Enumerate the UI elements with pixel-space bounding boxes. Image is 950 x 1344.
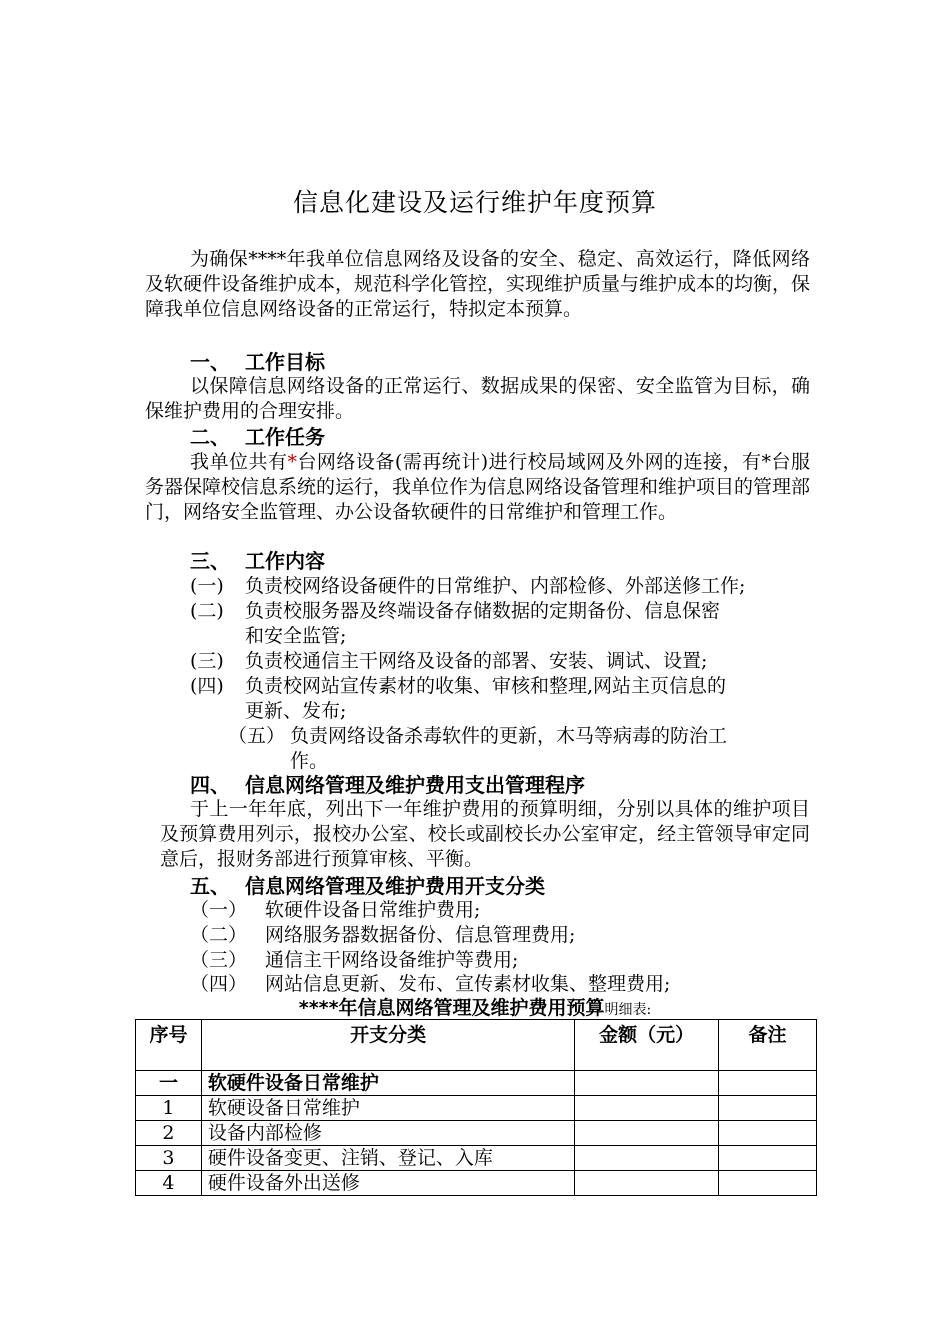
caption-text: ****年信息网络管理及维护费用预算 [298, 997, 605, 1019]
budget-table [135, 1019, 817, 1196]
item-label: （二） [190, 924, 248, 946]
row-amount [575, 1171, 719, 1196]
item-text: 软硬件设备日常维护费用; [265, 899, 481, 921]
item-label: (三) [190, 650, 224, 672]
header-cell: 开支分类 [201, 1020, 574, 1071]
row-item: 设备内部检修 [201, 1121, 574, 1146]
section-number: 五、 [190, 874, 230, 898]
category-item [190, 898, 480, 923]
section-title: 信息网络管理及维护费用开支分类 [245, 874, 545, 898]
header-cell: 金额（元） [575, 1020, 719, 1071]
row-number: 4 [136, 1171, 202, 1196]
document-title: 信息化建设及运行维护年度预算 [292, 188, 657, 217]
item-label: （四） [190, 973, 248, 995]
category-item [190, 972, 670, 997]
row-note [719, 1171, 817, 1196]
row-number: 3 [136, 1146, 202, 1171]
table-row [136, 1171, 817, 1196]
row-note [719, 1146, 817, 1171]
item-text: 网络服务器数据备份、信息管理费用; [265, 924, 576, 946]
row-item: 软硬件设备日常维护 [201, 1071, 574, 1096]
row-number: 2 [136, 1121, 202, 1146]
work-item [190, 649, 707, 674]
item-text: 通信主干网络设备维护等费用; [265, 949, 519, 971]
row-amount [575, 1146, 719, 1171]
item-label: (二) [190, 600, 224, 622]
row-amount [575, 1071, 719, 1096]
row-item: 硬件设备变更、注销、登记、入库 [201, 1146, 574, 1171]
row-amount [575, 1121, 719, 1146]
section-number: 二、 [190, 425, 230, 449]
row-note [719, 1121, 817, 1146]
table-row [136, 1146, 817, 1171]
row-note [719, 1096, 817, 1121]
section-number: 四、 [190, 773, 230, 797]
work-item-continuation: 作。 [290, 750, 329, 772]
section-1-heading [190, 349, 325, 375]
section-2-heading [190, 424, 325, 450]
section-title: 工作目标 [245, 350, 325, 374]
work-item [190, 599, 720, 624]
section-title: 工作任务 [245, 425, 325, 449]
section-title: 工作内容 [245, 549, 325, 573]
section-3-heading [190, 548, 325, 574]
table-row [136, 1071, 817, 1096]
item-label: （五） [228, 725, 286, 747]
section-5-heading [190, 873, 545, 899]
table-header-row [136, 1020, 817, 1071]
item-label: (四) [190, 675, 224, 697]
item-label: （一） [190, 899, 248, 921]
section-title: 信息网络管理及维护费用支出管理程序 [245, 773, 585, 797]
section-4-heading [190, 772, 585, 798]
section-2-body [145, 450, 810, 525]
body-text: 台网络设备(需再统计)进行校局域网及外网的连接，有*台服务器保障校信息系统的运行，我单位作为信息网络设备管理和维护项目的管理部门，网络安全监管理、办公设备软硬件的日常维护和管理工作。 [145, 451, 811, 523]
row-number: 一 [136, 1071, 202, 1096]
section-number: 三、 [190, 549, 230, 573]
work-item [190, 674, 726, 699]
row-note [719, 1071, 817, 1096]
placeholder-star: * [287, 451, 297, 473]
intro-paragraph: 为确保****年我单位信息网络及设备的安全、稳定、高效运行，降低网络及软硬件设备维护成本，规范科学化管控，实现维护质量与维护成本的均衡，保障我单位信息网络设备的正常运行，特拟定本预算。 [145, 248, 811, 320]
row-item: 硬件设备外出送修 [201, 1171, 574, 1196]
item-text: 负责校服务器及终端设备存储数据的定期备份、信息保密 [245, 600, 721, 622]
item-text: 网站信息更新、发布、宣传素材收集、整理费用; [265, 973, 671, 995]
table-row [136, 1096, 817, 1121]
header-cell: 序号 [136, 1020, 202, 1071]
section-4-body: 于上一年年底，列出下一年维护费用的预算明细，分别以具体的维护项目及预算费用列示，报校办公室、校长或副校长办公室审定，经主管领导审定同意后，报财务部进行预算审核、平衡。 [160, 798, 810, 870]
item-text: 负责网络设备杀毒软件的更新，木马等病毒的防治工 [290, 725, 728, 747]
item-text: 负责校网站宣传素材的收集、审核和整理,网站主页信息的 [245, 675, 727, 697]
category-item [190, 923, 575, 948]
caption-suffix: 明细表: [604, 1002, 652, 1018]
row-amount [575, 1096, 719, 1121]
row-number: 1 [136, 1096, 202, 1121]
section-1-body: 以保障信息网络设备的正常运行、数据成果的保密、安全监管为目标，确保维护费用的合理安排。 [145, 375, 810, 422]
section-number: 一、 [190, 350, 230, 374]
table-row [136, 1121, 817, 1146]
item-text: 负责校网络设备硬件的日常维护、内部检修、外部送修工作; [245, 575, 746, 597]
header-cell: 备注 [719, 1020, 817, 1071]
item-label: （三） [190, 949, 248, 971]
category-item [190, 948, 518, 973]
work-item [228, 724, 727, 749]
item-text: 负责校通信主干网络及设备的部署、安装、调试、设置; [245, 650, 708, 672]
body-text: 我单位共有 [190, 451, 288, 473]
work-item-continuation: 更新、发布; [245, 700, 347, 722]
row-item: 软硬设备日常维护 [201, 1096, 574, 1121]
work-item [190, 574, 745, 599]
work-item-continuation: 和安全监管; [245, 625, 347, 647]
item-label: (一) [190, 575, 224, 597]
